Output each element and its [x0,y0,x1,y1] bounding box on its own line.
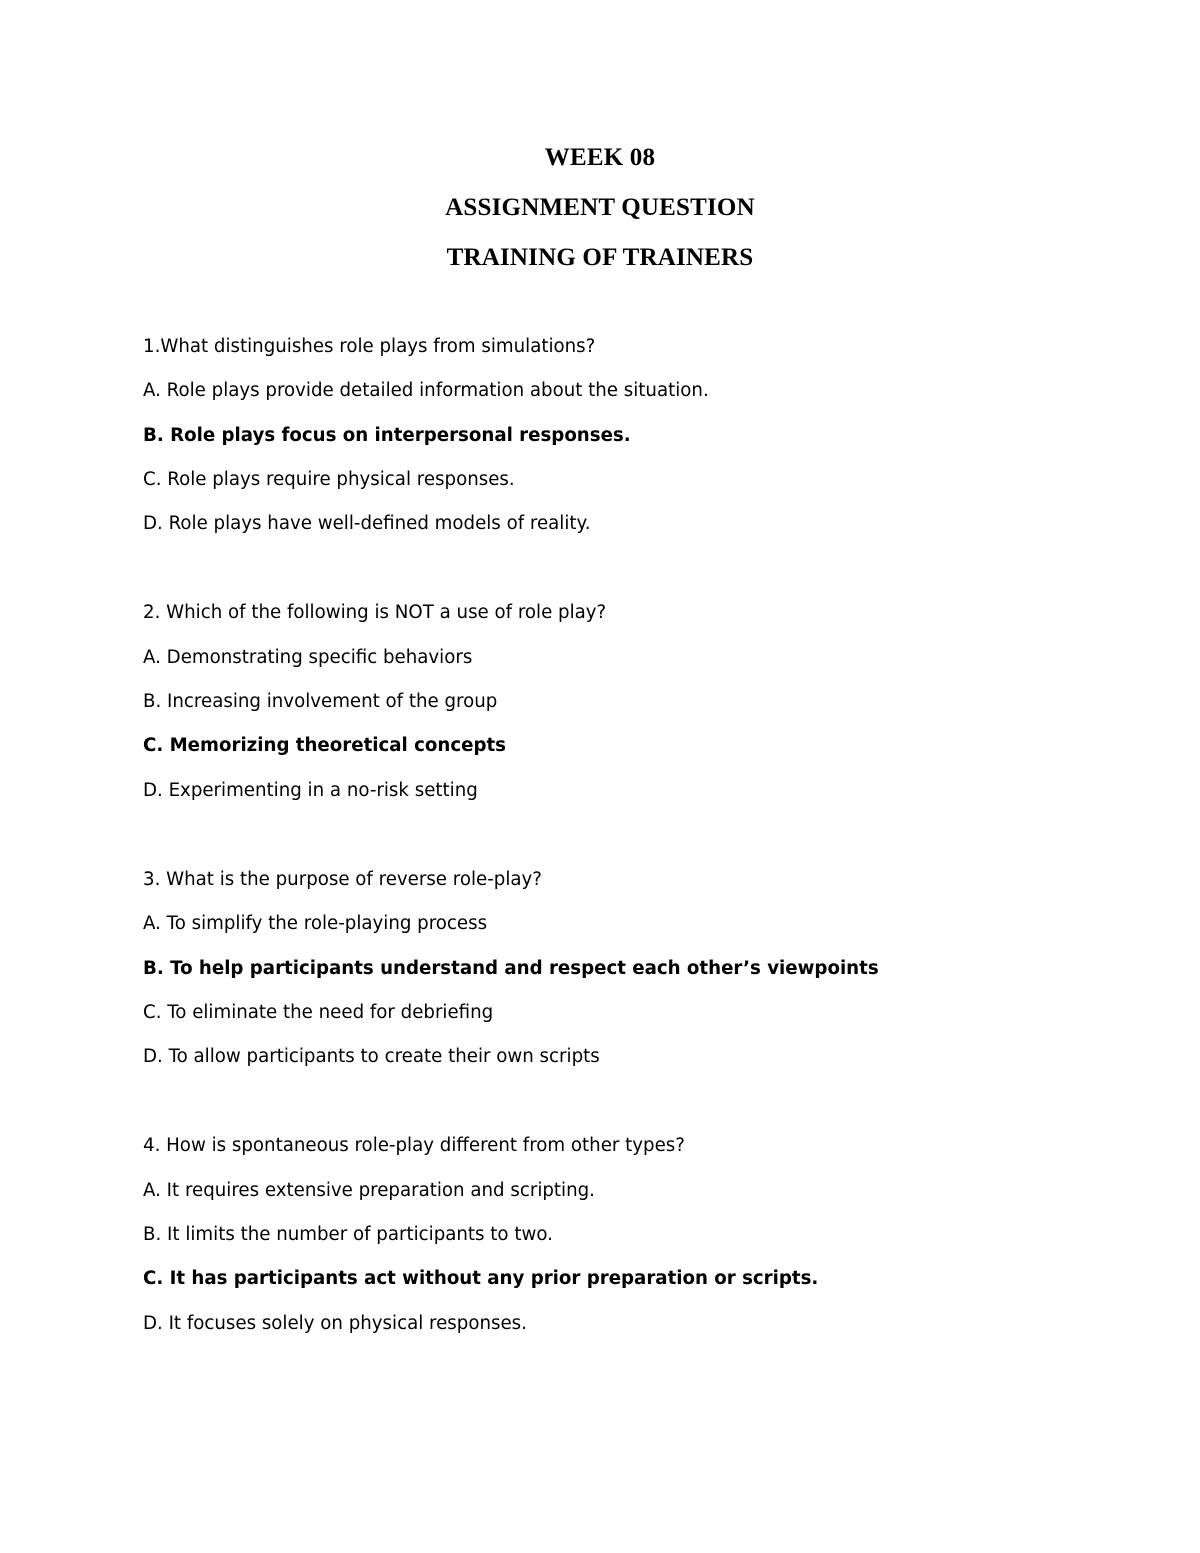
question-block [143,598,1123,819]
answer-option: D. It focuses solely on physical responses. [143,1312,527,1334]
answer-option: A. Role plays provide detailed information about the situation. [143,380,709,402]
answer-option: B. Role plays focus on interpersonal responses. [143,424,631,446]
answer-option: C. To eliminate the need for debriefing [143,1001,494,1023]
answer-option: B. To help participants understand and respect each other’s viewpoints [143,957,879,979]
question-block [143,332,1123,553]
question-block [143,1131,1123,1352]
question-block [143,865,1123,1086]
answer-option: D. Role plays have well-defined models of reality. [143,513,591,535]
answer-option: D. Experimenting in a no-risk setting [143,779,478,801]
answer-option: B. It limits the number of participants to two. [143,1224,553,1246]
answer-option: A. To simplify the role-playing process [143,913,488,935]
course-title: TRAINING OF TRAINERS [446,244,754,271]
question-prompt: 3. What is the purpose of reverse role-play? [143,868,542,890]
answer-option: C. Memorizing theoretical concepts [143,735,506,757]
answer-option: B. Increasing involvement of the group [143,691,498,713]
question-prompt: 2. Which of the following is NOT a use of role play? [143,602,607,624]
question-prompt: 4. How is spontaneous role-play different from other types? [143,1135,685,1157]
answer-option: A. Demonstrating specific behaviors [143,646,473,668]
answer-option: A. It requires extensive preparation and scripting. [143,1179,595,1201]
document-header [0,140,1200,290]
question-list [143,332,1123,1398]
assignment-title: ASSIGNMENT QUESTION [445,194,755,221]
answer-option: C. It has participants act without any prior preparation or scripts. [143,1268,819,1290]
week-title: WEEK 08 [544,144,656,171]
answer-option: C. Role plays require physical responses. [143,468,515,490]
answer-option: D. To allow participants to create their own scripts [143,1046,600,1068]
question-prompt: 1.What distinguishes role plays from simulations? [143,336,596,357]
